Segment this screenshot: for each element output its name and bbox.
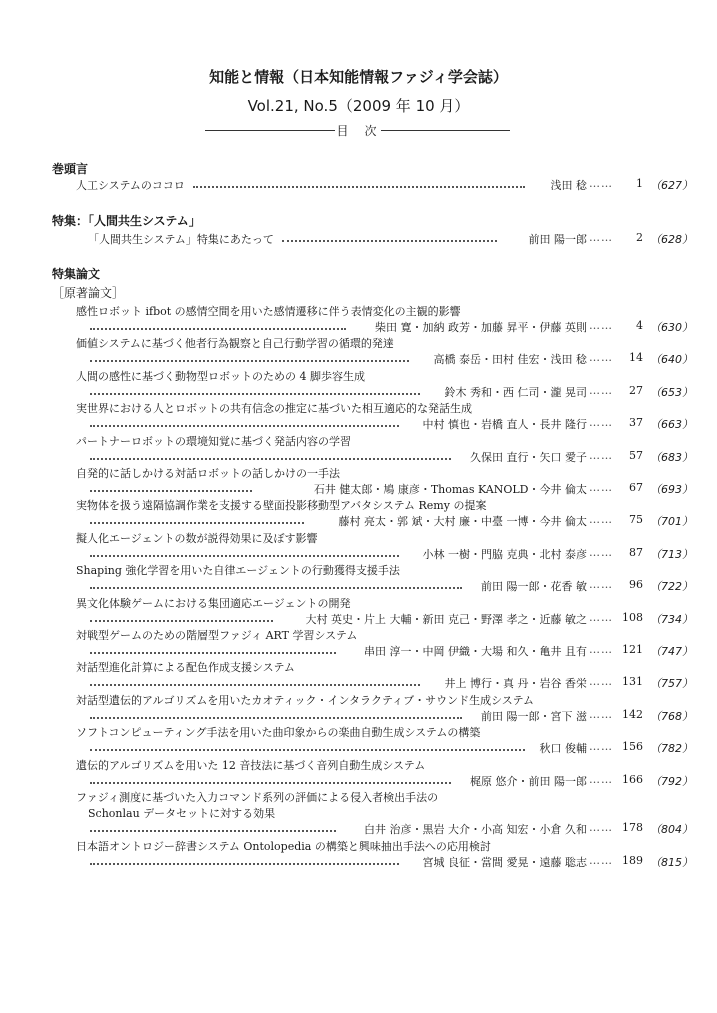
entry-authors: 前田 陽一郎・花香 敏 [481,580,587,594]
entry-authors: 井上 博行・真 丹・岩谷 香栄 [444,677,587,691]
toc-entry-byline [0,416,717,432]
entry-title[interactable]: ファジィ測度に基づいた入力コマンド系列の評価による侵入者検出手法の [76,791,439,804]
entry-authors: 小林 一樹・門脇 克典・北村 泰彦 [422,547,587,561]
toc-entry-byline [0,773,717,789]
entry-title[interactable]: 自発的に話しかける対話ロボットの話しかけの一手法 [76,467,340,480]
dot-trail: …… [589,231,613,244]
entry-cumulative-page: （627） [650,179,693,192]
toc-entry-byline [0,319,717,335]
dot-trail: …… [589,383,613,397]
entry-cumulative-page: （757） [650,677,693,691]
dot-leader [90,684,420,686]
dot-trail: …… [589,853,613,867]
toc-entry-byline [0,481,717,497]
entry-page: 142 [622,707,643,721]
entry-page: 131 [622,675,643,689]
toc-entry[interactable] [0,231,717,247]
entry-cumulative-page: （815） [650,855,693,869]
dot-leader [90,782,451,784]
entry-cumulative-page: （693） [650,483,693,496]
entry-title[interactable]: 擬人化エージェントの数が説得効果に及ぼす影響 [76,531,318,545]
entry-title[interactable]: 対話型遺伝的アルゴリズムを用いたカオティック・インタラクティブ・サウンド生成システム [76,693,535,707]
entry-cumulative-page: （663） [650,418,693,432]
entry-authors: 大村 英史・片上 大輔・新田 克己・野澤 孝之・近藤 敏之 [305,612,587,626]
dot-leader [90,620,273,622]
entry-page: 108 [622,610,643,624]
volume-issue: Vol.21, No.5（2009 年 10 月） [247,97,470,115]
toc-entry-byline [0,384,717,400]
dot-leader [90,717,462,719]
dot-trail: …… [589,707,613,721]
entry-page: 189 [622,853,643,867]
dot-leader [90,863,399,865]
dot-leader [90,425,399,427]
toc-entry-byline [0,854,717,870]
entry-cumulative-page: （792） [650,774,693,788]
entry-page: 75 [629,513,643,527]
entry-title: 「人間共生システム」特集にあたって [88,233,274,246]
toc-entry-byline [0,578,717,594]
entry-authors: 前田 陽一郎 [528,233,587,246]
dot-leader [90,749,525,751]
entry-cumulative-page: （701） [650,515,693,529]
toc-entry-byline [0,643,717,659]
entry-authors: 前田 陽一郎・宮下 滋 [481,709,587,723]
entry-page: 67 [629,481,643,494]
entry-authors: 中村 慎也・岩橋 直人・長井 隆行 [422,418,587,432]
entry-title[interactable]: 日本語オントロジー辞書システム Ontolopedia の構築と興味抽出手法への応用検討 [76,839,491,853]
entry-page: 87 [629,545,643,559]
journal-title: 知能と情報（日本知能情報ファジィ学会誌） [209,68,508,86]
entry-title[interactable]: 価値システムに基づく他者行為観察と自己行動学習の循環的発達 [76,337,394,351]
section-special-papers: 特集論文 [52,267,101,281]
entry-cumulative-page: （713） [650,547,693,561]
entry-cumulative-page: （683） [650,450,693,464]
dot-leader [90,555,399,557]
dot-leader [90,652,336,654]
entry-authors: 藤村 亮太・郭 斌・大村 廉・中臺 一博・今井 倫太 [338,515,587,529]
entry-title[interactable]: 異文化体験ゲームにおける集団適応エージェントの開発 [76,596,351,610]
entry-authors: 秋口 俊輔 [539,742,587,756]
entry-authors: 高橋 泰岳・田村 佳宏・浅田 稔 [433,353,587,367]
section-original-papers: ［原著論文］ [52,286,125,300]
dot-trail: …… [589,578,613,592]
toc-entry-byline [0,513,717,529]
entry-cumulative-page: （628） [650,233,693,246]
entry-authors: 浅田 稔 [550,179,587,192]
entry-page: 166 [622,772,643,786]
toc-entry[interactable] [0,177,717,193]
entry-cumulative-page: （722） [650,580,693,594]
entry-authors: 久保田 直行・矢口 愛子 [470,450,587,464]
entry-authors: 宮城 良征・當間 愛晃・遠藤 聡志 [422,855,587,869]
dot-trail: …… [589,772,613,786]
dot-trail: …… [589,481,613,494]
dot-trail: …… [589,351,613,365]
toc-rule-right [381,130,511,131]
entry-title[interactable]: 対話型進化計算による配色作成支援システム [76,661,295,675]
entry-title[interactable]: 感性ロボット ifbot の感情空間を用いた感情遷移に伴う表情変化の主観的影響 [76,305,461,318]
section-foreword: 巻頭言 [52,162,89,176]
toc-entry-byline [0,708,717,724]
toc-rule-left [205,130,335,131]
entry-cumulative-page: （640） [650,353,693,367]
entry-cumulative-page: （734） [650,612,693,626]
entry-title[interactable]: ソフトコンピューティング手法を用いた曲印象からの楽曲自動生成システムの構築 [76,726,481,740]
dot-trail: …… [589,416,613,430]
entry-title: 人工システムのココロ [76,179,185,192]
entry-page: 178 [622,821,643,834]
section-special: 特集：「人間共生システム」 [52,214,201,228]
entry-cumulative-page: （782） [650,742,693,756]
toc-entry-byline [0,740,717,756]
entry-cumulative-page: （804） [650,823,693,836]
entry-cumulative-page: （747） [650,645,693,658]
toc-label: 目次 [336,123,393,138]
dot-leader [90,587,462,589]
toc-entry-byline [0,675,717,691]
toc-entry-byline [0,546,717,562]
dot-trail: …… [589,448,613,462]
toc-entry-byline [0,611,717,627]
dot-leader [90,522,304,524]
dot-leader [90,458,451,460]
entry-title[interactable]: 実世界における人とロボットの共有信念の推定に基づいた相互適応的な発話生成 [76,402,472,416]
dot-trail: …… [589,821,613,834]
entry-title[interactable]: Shaping 強化学習を用いた自律エージェントの行動獲得支援手法 [76,564,400,578]
toc-heading [205,122,510,138]
dot-trail: …… [589,177,613,190]
dot-trail: …… [589,675,613,689]
entry-title-continued[interactable]: Schonlau データセットに対する効果 [88,807,276,820]
entry-cumulative-page: （653） [650,385,693,399]
dot-trail: …… [589,513,613,527]
dot-leader [193,186,525,188]
entry-cumulative-page: （768） [650,709,693,723]
dot-leader [90,830,336,832]
entry-title[interactable]: 遺伝的アルゴリズムを用いた 12 音技法に基づく音列自動生成システム [76,758,426,772]
entry-authors: 白井 治彦・黒岩 大介・小高 知宏・小倉 久和 [364,823,587,836]
dot-leader [90,393,420,395]
entry-authors: 鈴木 秀和・西 仁司・瀧 晃司 [444,385,587,399]
entry-authors: 串田 淳一・中岡 伊織・大場 和久・亀井 且有 [364,645,587,658]
dot-leader [282,240,497,242]
entry-page: 96 [629,578,643,592]
dot-trail: …… [589,319,613,332]
entry-title[interactable]: パートナーロボットの環境知覚に基づく発話内容の学習 [76,434,351,448]
dot-leader [90,490,252,492]
entry-page: 2 [636,231,643,244]
entry-authors: 石井 健太郎・鳩 康彦・Thomas KANOLD・今井 倫太 [313,483,587,496]
dot-trail: …… [589,740,613,754]
entry-page: 4 [636,319,643,332]
entry-authors: 柴田 寛・加納 政芳・加藤 昇平・伊藤 英則 [375,321,587,334]
toc-entry-byline [0,821,717,837]
entry-page: 27 [629,383,643,397]
entry-page: 14 [629,351,643,365]
entry-cumulative-page: （630） [650,321,693,334]
entry-title[interactable]: 実物体を扱う遠隔協調作業を支援する壁面投影移動型アバタシステム Remy の提案 [76,499,487,513]
entry-authors: 梶原 悠介・前田 陽一郎 [470,774,587,788]
dot-leader [90,328,346,330]
toc-entry-byline [0,351,717,367]
entry-page: 37 [629,416,643,430]
entry-page: 121 [622,643,643,656]
dot-trail: …… [589,610,613,624]
dot-leader [90,360,409,362]
entry-page: 57 [629,448,643,462]
entry-page: 156 [622,740,643,754]
entry-page: 1 [636,177,643,190]
toc-entry-byline [0,449,717,465]
entry-title[interactable]: 人間の感性に基づく動物型ロボットのための 4 脚歩容生成 [76,369,365,383]
dot-trail: …… [589,545,613,559]
dot-trail: …… [589,643,613,656]
entry-title[interactable]: 対戦型ゲームのための階層型ファジィ ART 学習システム [76,629,358,642]
